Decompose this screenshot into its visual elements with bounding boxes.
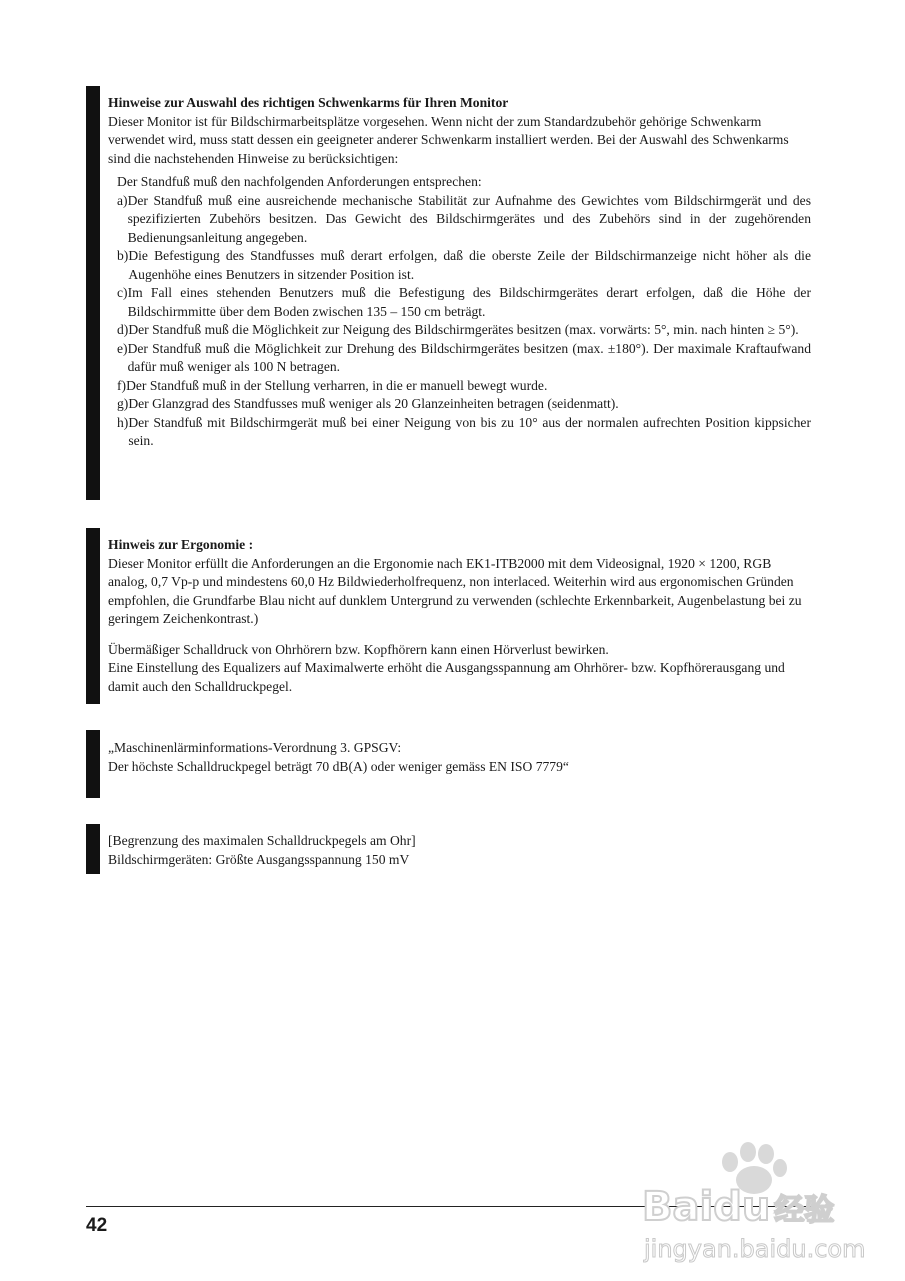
list-item-letter: h) (117, 414, 129, 430)
margin-bar (86, 824, 100, 874)
watermark-logo (642, 1184, 834, 1234)
regulation-line: Der höchste Schalldruckpegel beträgt 70 dB(A) oder weniger gemäss EN ISO 7779“ (108, 758, 569, 774)
list-item (117, 340, 811, 377)
list-item-text: Im Fall eines stehenden Benutzers muß die Befestigung des Bildschirmgerätes derart erfolgen, daß die Höhe der Bildschirmmitte über dem Boden zwischen 135 – 150 cm beträgt. (127, 285, 811, 319)
list-item-text: Der Standfuß muß in der Stellung verharren, in die er manuell bewegt wurde. (126, 377, 548, 393)
requirements-list (108, 192, 811, 451)
list-item-letter: a) (117, 192, 128, 208)
section-heading: Hinweise zur Auswahl des richtigen Schwenkarms für Ihren Monitor (108, 95, 509, 110)
list-item-letter: f) (117, 377, 127, 393)
limit-line: Bildschirmgeräten: Größte Ausgangsspannung 150 mV (108, 851, 410, 867)
list-item (117, 414, 811, 451)
section-body: Dieser Monitor erfüllt die Anforderungen an die Ergonomie nach EK1-ITB2000 mit dem Videosignal, 1920 × 1200, RGB analog, 0,7 Vp-p und mindestens 60,0 Hz Bildwiederholfrequenz, non interlaced. Weiterhin wird aus ergonomischen Gründen empfohlen, die Grundfarbe Blau nicht auf dunklem Untergrund zu verwenden (schlechte Erkennbarkeit, Augenbelastung bei zu geringem Zeichenkontrast.) (108, 555, 802, 626)
margin-bar (86, 86, 100, 500)
warning-line: Übermäßiger Schalldruck von Ohrhörern bzw. Kopfhörern kann einen Hörverlust bewirken. (108, 641, 609, 657)
margin-bar (86, 730, 100, 798)
list-item (117, 247, 811, 284)
section-noise-regulation (86, 730, 811, 798)
list-item (117, 395, 811, 414)
requirements-intro: Der Standfuß muß den nachfolgenden Anforderungen entsprechen: (117, 174, 482, 189)
list-item-letter: c) (117, 285, 128, 300)
limit-line: [Begrenzung des maximalen Schalldruckpegels am Ohr] (108, 833, 416, 848)
list-item (117, 284, 811, 321)
list-item-text: Der Standfuß muß die Möglichkeit zur Drehung des Bildschirmgerätes besitzen (max. ±180°). Der maximale Kraftaufwand dafür muß weniger als 100 N betragen. (127, 340, 811, 374)
list-item-letter: e) (117, 340, 128, 356)
watermark-logo-text: Baidu (642, 1184, 771, 1230)
list-item-letter: g) (117, 396, 129, 411)
margin-bar (86, 528, 100, 704)
warning-line: Eine Einstellung des Equalizers auf Maximalwerte erhöht die Ausgangsspannung am Ohrhörer- bzw. Kopfhörerausgang und damit auch den Schalldruckpegel. (108, 660, 785, 694)
page-number: 42 (86, 1215, 108, 1236)
regulation-line: „Maschinenlärminformations-Verordnung 3. GPSGV: (108, 740, 402, 755)
section-ergonomics (86, 528, 811, 704)
watermark-url: jingyan.baidu.com (644, 1235, 866, 1263)
list-item-text: Die Befestigung des Standfusses muß derart erfolgen, daß die oberste Zeile der Bildschirmanzeige nicht höher als die Augenhöhe eines Benutzers in sitzender Position ist. (128, 248, 811, 282)
section-sound-pressure-limit (86, 824, 811, 874)
list-item-letter: b) (117, 248, 129, 263)
section-heading: Hinweis zur Ergonomie : (108, 537, 254, 552)
list-item-text: Der Standfuß muß die Möglichkeit zur Neigung des Bildschirmgerätes besitzen (max. vorwärts: 5°, min. nach hinten ≥ 5°). (128, 322, 799, 337)
list-item-text: Der Standfuß mit Bildschirmgerät muß bei einer Neigung von bis zu 10° aus der normalen aufrechten Position kippsicher sein. (128, 414, 811, 448)
baidu-watermark (630, 1140, 870, 1275)
watermark-logo-cn: 经验 (774, 1193, 835, 1228)
list-item-text: Der Standfuß muß eine ausreichende mechanische Stabilität zur Aufnahme des Gewichtes vom Bildschirmgerät und des spezifizierten Zubehörs besitzen. Das Gewicht des Bildschirmgerätes und des Zubehörs sind in der zugehörenden Bedienungsanleitung angegeben. (127, 192, 811, 245)
list-item (117, 192, 811, 248)
list-item-letter: d) (117, 322, 129, 337)
list-item (117, 321, 811, 340)
list-item-text: Der Glanzgrad des Standfusses muß weniger als 20 Glanzeinheiten betragen (seidenmatt). (128, 396, 619, 411)
list-item (117, 377, 811, 396)
section-swivel-arm (86, 86, 811, 500)
section-body: Dieser Monitor ist für Bildschirmarbeitsplätze vorgesehen. Wenn nicht der zum Standardzubehör gehörige Schwenkarm verwendet wird, muss statt dessen ein geeigneter anderer Schwenkarm installiert werden. Bei der Auswahl des Schwenkarms sind die nachstehenden Hinweise zu berücksichtigen: (108, 113, 789, 166)
